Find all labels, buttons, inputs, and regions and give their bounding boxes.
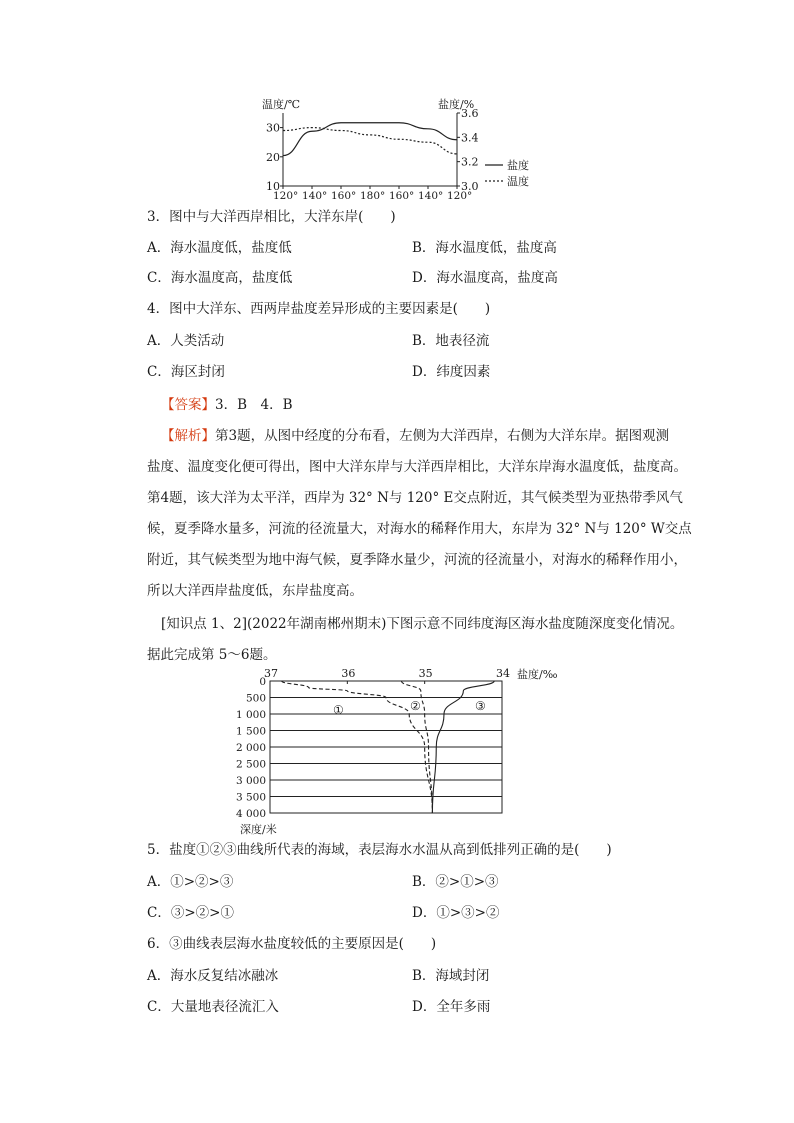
right-axis-label: 盐度/% bbox=[438, 98, 475, 111]
right-tick-label: 3.0 bbox=[461, 180, 479, 193]
analysis-line-6: 所以大洋西岸盐度低，东岸盐度高。 bbox=[147, 583, 363, 599]
curve-label-2: ② bbox=[410, 699, 421, 713]
analysis-tag: 【解析】 bbox=[161, 428, 215, 444]
analysis-line-1 bbox=[161, 426, 669, 446]
q5-stem: 5．盐度①②③曲线所代表的海域，表层海水水温从高到低排列正确的是( ) bbox=[147, 842, 612, 858]
intro-line-2: 据此完成第 5～6题。 bbox=[147, 647, 277, 663]
x-tick-label: 34 bbox=[496, 667, 510, 680]
x-unit-label: 盐度/‰ bbox=[517, 668, 558, 681]
legend-temperature-label: 温度 bbox=[507, 175, 529, 188]
x-tick-label: 140° bbox=[302, 190, 328, 202]
y-tick-label: 0 bbox=[259, 676, 266, 688]
analysis-line-3: 第4题，该大洋为太平洋，西岸为 32° N与 120° E交点附近，其气候类型为亚热带季风气 bbox=[147, 490, 683, 506]
right-tick-label: 3.4 bbox=[461, 131, 479, 145]
x-tick-label: 140° bbox=[418, 190, 444, 202]
x-tick-label: 36 bbox=[341, 667, 356, 680]
y-tick-label: 3 000 bbox=[235, 775, 266, 787]
answer-line bbox=[161, 395, 293, 415]
y-axis-label: 深度/米 bbox=[240, 823, 277, 835]
q6-option-d[interactable]: D．全年多雨 bbox=[412, 999, 491, 1015]
right-tick-label: 3.2 bbox=[461, 155, 479, 169]
curve-label-1: ① bbox=[333, 703, 344, 717]
analysis-line-5: 附近，其气候类型为地中海气候，夏季降水量少，河流的径流量小，对海水的稀释作用小， bbox=[147, 552, 687, 568]
answer-tag: 【答案】 bbox=[161, 397, 215, 413]
intro-line-1: [知识点 1、2](2022年湖南郴州期末)下图示意不同纬度海区海水盐度随深度变化情况。 bbox=[161, 616, 684, 632]
q3-option-b[interactable]: B．海水温度低，盐度高 bbox=[412, 240, 557, 256]
q3-option-d[interactable]: D．海水温度高，盐度高 bbox=[412, 270, 558, 286]
q6-option-c[interactable]: C．大量地表径流汇入 bbox=[147, 999, 279, 1015]
temp-salinity-chart bbox=[0, 0, 794, 205]
q5-option-a[interactable]: A．①>②>③ bbox=[147, 874, 234, 890]
salinity-line bbox=[283, 123, 457, 156]
x-tick-label: 35 bbox=[418, 667, 433, 680]
q3-option-c[interactable]: C．海水温度高，盐度低 bbox=[147, 270, 293, 286]
q5-option-c[interactable]: C．③>②>① bbox=[147, 905, 234, 921]
x-tick-label: 120° bbox=[273, 190, 299, 202]
x-tick-label: 37 bbox=[264, 667, 278, 680]
q6-stem: 6．③曲线表层海水盐度较低的主要原因是( ) bbox=[147, 936, 437, 952]
q5-option-d[interactable]: D．①>③>② bbox=[412, 905, 500, 921]
analysis-line-2: 盐度、温度变化便可得出，图中大洋东岸与大洋西岸相比，大洋东岸海水温度低，盐度高。 bbox=[147, 459, 687, 475]
x-tick-label: 180° bbox=[360, 190, 386, 202]
curve-label-3: ③ bbox=[475, 699, 486, 713]
q6-option-b[interactable]: B．海域封闭 bbox=[412, 968, 490, 984]
q6-option-a[interactable]: A．海水反复结冰融冰 bbox=[147, 968, 279, 984]
right-tick-label: 3.6 bbox=[461, 107, 479, 120]
salinity-depth-chart bbox=[0, 665, 794, 835]
q4-option-a[interactable]: A．人类活动 bbox=[147, 333, 225, 349]
analysis-text-1: 第3题，从图中经度的分布看，左侧为大洋西岸，右侧为大洋东岸。据图观测 bbox=[215, 428, 670, 444]
x-tick-label: 160° bbox=[331, 190, 357, 202]
y-tick-label: 1 500 bbox=[235, 725, 266, 738]
q5-option-b[interactable]: B．②>①>③ bbox=[412, 874, 499, 890]
legend-salinity-label: 盐度 bbox=[507, 159, 529, 172]
q4-option-d[interactable]: D．纬度因素 bbox=[412, 364, 491, 380]
q3-stem: 3．图中与大洋西岸相比，大洋东岸( ) bbox=[147, 209, 396, 225]
left-axis-label: 温度/℃ bbox=[262, 98, 301, 111]
y-tick-label: 4 000 bbox=[235, 808, 266, 820]
left-tick-label: 20 bbox=[266, 150, 280, 164]
q4-stem: 4．图中大洋东、西两岸盐度差异形成的主要因素是( ) bbox=[147, 301, 491, 317]
q4-option-b[interactable]: B．地表径流 bbox=[412, 333, 490, 349]
y-tick-label: 3 500 bbox=[235, 791, 266, 804]
y-tick-label: 1 000 bbox=[235, 709, 266, 721]
x-tick-label: 160° bbox=[389, 190, 415, 202]
left-tick-label: 30 bbox=[266, 121, 280, 135]
answer-text: 3．B 4．B bbox=[215, 397, 293, 413]
x-tick-label: 120° bbox=[447, 190, 473, 202]
analysis-line-4: 候，夏季降水量多，河流的径流量大，对海水的稀释作用大，东岸为 32° N与 120° W交点 bbox=[147, 521, 692, 537]
q4-option-c[interactable]: C．海区封闭 bbox=[147, 364, 225, 380]
y-tick-label: 500 bbox=[245, 692, 266, 705]
y-tick-label: 2 000 bbox=[235, 742, 266, 754]
y-tick-label: 2 500 bbox=[235, 758, 266, 771]
left-tick-label: 10 bbox=[266, 180, 280, 193]
q3-option-a[interactable]: A．海水温度低，盐度低 bbox=[147, 240, 292, 256]
